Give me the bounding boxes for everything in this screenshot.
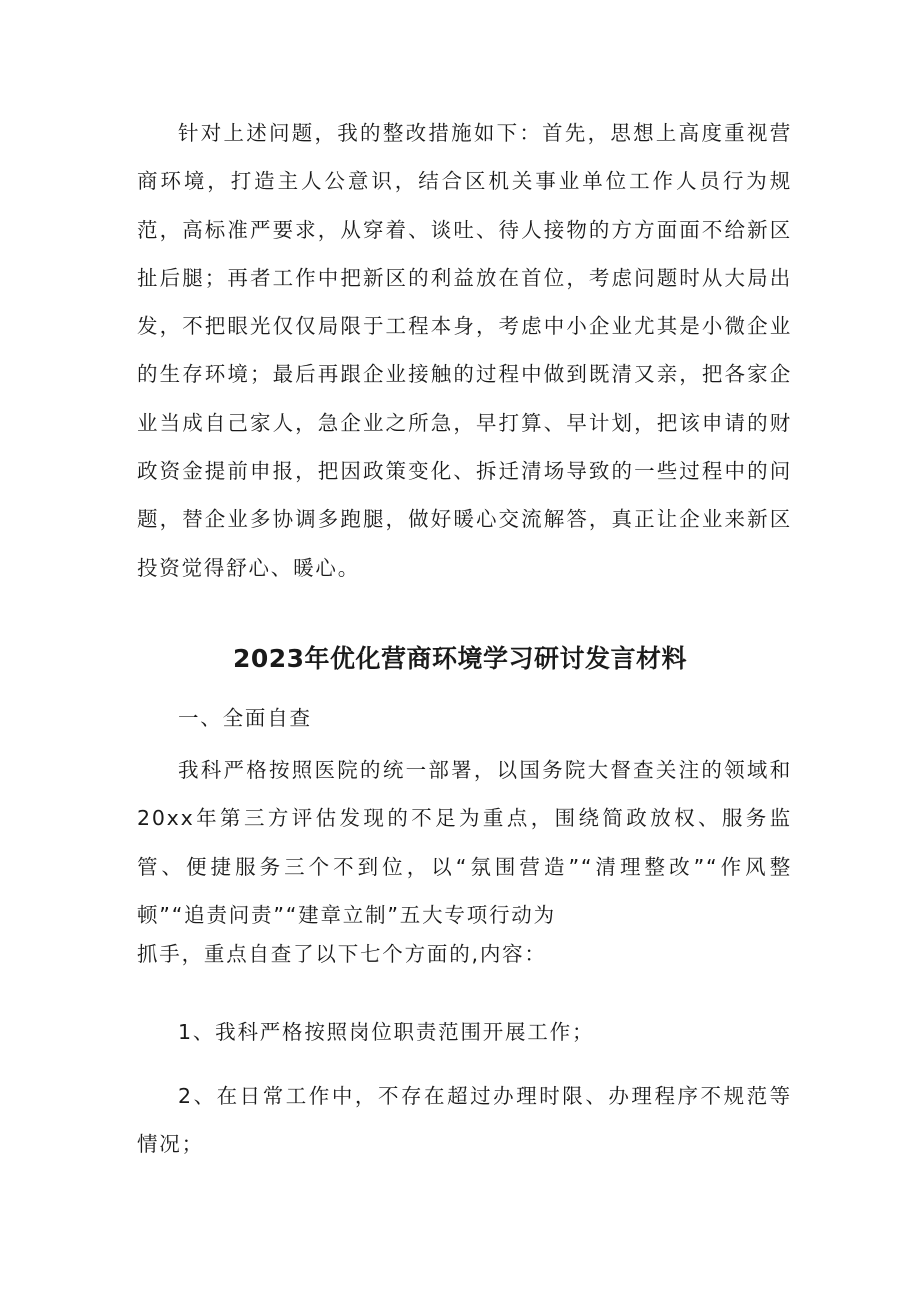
list-item-1: 1、我科严格按照岗位职责范围开展工作； [178, 1020, 595, 1044]
list-item-2: 2、在日常工作中，不存在超过办理时限、办理程序不规范等情况； [137, 1084, 792, 1157]
document-title: 2023年优化营商环境学习研讨发言材料 [232, 644, 688, 673]
selfcheck-paragraph: 我科严格按照医院的统一部署，以国务院大督查关注的领域和20xx年第三方评估发现的不足为重点，围绕简政放权、服务监管、便捷服务三个不到位，以“氛围营造”“清理整改”“作风整顿”“追责问责”“建章立制”五大专项行动为 [137, 758, 792, 927]
measures-paragraph: 针对上述问题，我的整改措施如下：首先，思想上高度重视营商环境，打造主人公意识，结合区机关事业单位工作人员行为规范，高标准严要求，从穿着、谈吐、待人接物的方方面面不给新区扯后腿；再者工作中把新区的利益放在首位，考虑问题时从大局出发，不把眼光仅仅局限于工程本身，考虑中小企业尤其是小微企业的生存环境；最后再跟企业接触的过程中做到既清又亲，把各家企业当成自己家人，急企业之所急，早打算、早计划，把该申请的财政资金提前申报，把因政策变化、拆迁清场导致的一些过程中的问题，替企业多协调多跑腿，做好暖心交流解答，真正让企业来新区投资觉得舒心、暖心。 [137, 121, 792, 580]
continuation-paragraph: 抓手，重点自查了以下七个方面的,内容： [137, 942, 547, 966]
section-heading: 一、全面自查 [178, 706, 312, 730]
